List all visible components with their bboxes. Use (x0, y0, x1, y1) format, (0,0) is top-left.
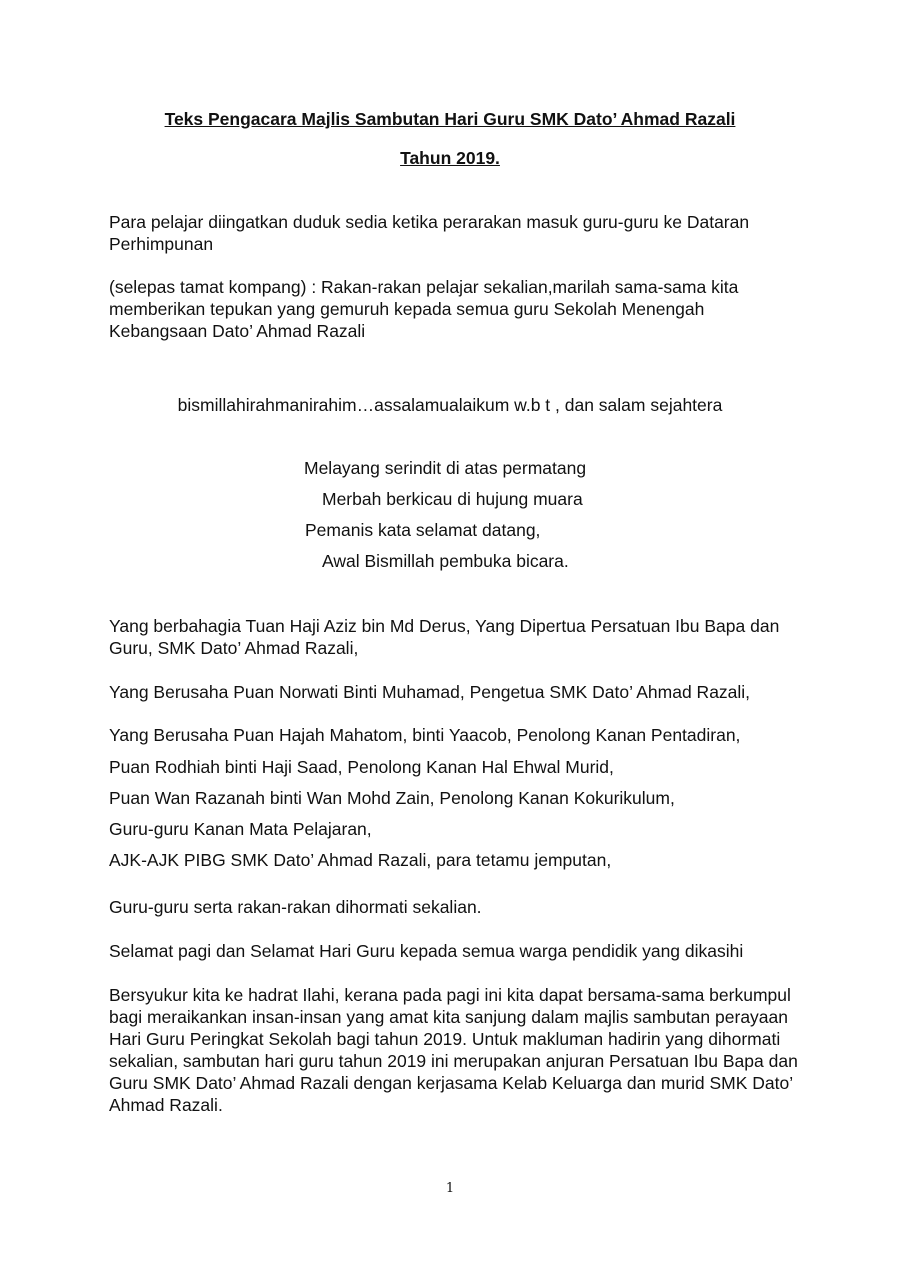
document-title-year: Tahun 2019. (400, 148, 500, 168)
closing-paragraph: Bersyukur kita ke hadrat Ilahi, kerana pada pagi ini kita dapat bersama-sama berkumpul bagi meraikankan insan-insan yang amat kita sanjung dalam majlis sambutan perayaan Hari Guru Peringkat Sekolah bagi tahun 2019. Untuk makluman hadirin yang dihormati sekalian, sambutan hari guru tahun 2019 ini merupakan anjuran Persatuan Ibu Bapa dan Guru SMK Dato’ Ahmad Razali dengan kerjasama Kelab Keluarga dan murid SMK Dato’ Ahmad Razali. (109, 985, 798, 1115)
address-line-6: Guru-guru Kanan Mata Pelajaran, (109, 819, 372, 839)
document-title: Teks Pengacara Majlis Sambutan Hari Guru SMK Dato’ Ahmad Razali (164, 109, 736, 129)
pantun-line-1: Melayang serindit di atas permatang (304, 458, 587, 478)
pantun-line-4: Awal Bismillah pembuka bicara. (322, 551, 569, 571)
pantun-line-2: Merbah berkicau di hujung muara (322, 489, 583, 509)
pantun-line-3: Pemanis kata selamat datang, (305, 520, 541, 540)
address-line-2: Yang Berusaha Puan Norwati Binti Muhamad, Pengetua SMK Dato’ Ahmad Razali, (109, 682, 751, 702)
intro-paragraph: Para pelajar diingatkan duduk sedia ketika perarakan masuk guru-guru ke Dataran Perhimpunan (109, 212, 750, 254)
address-line-7: AJK-AJK PIBG SMK Dato’ Ahmad Razali, para tetamu jemputan, (109, 850, 612, 870)
address-paragraph-1: Yang berbahagia Tuan Haji Aziz bin Md Derus, Yang Dipertua Persatuan Ibu Bapa dan Guru, SMK Dato’ Ahmad Razali, (109, 616, 780, 658)
intro-paragraph-2: (selepas tamat kompang) : Rakan-rakan pelajar sekalian,marilah sama-sama kita memberikan tepukan yang gemuruh kepada semua guru Sekolah Menengah Kebangsaan Dato’ Ahmad Razali (109, 277, 739, 341)
address-line-8: Guru-guru serta rakan-rakan dihormati sekalian. (109, 897, 482, 917)
address-line-3: Yang Berusaha Puan Hajah Mahatom, binti Yaacob, Penolong Kanan Pentadiran, (109, 725, 741, 745)
page-number: 1 (445, 1181, 455, 1196)
greeting-line: bismillahirahmanirahim…assalamualaikum w.b t , dan salam sejahtera (177, 395, 723, 415)
address-line-4: Puan Rodhiah binti Haji Saad, Penolong Kanan Hal Ehwal Murid, (109, 757, 614, 777)
morning-greeting: Selamat pagi dan Selamat Hari Guru kepada semua warga pendidik yang dikasihi (109, 941, 744, 961)
address-line-5: Puan Wan Razanah binti Wan Mohd Zain, Penolong Kanan Kokurikulum, (109, 788, 675, 808)
